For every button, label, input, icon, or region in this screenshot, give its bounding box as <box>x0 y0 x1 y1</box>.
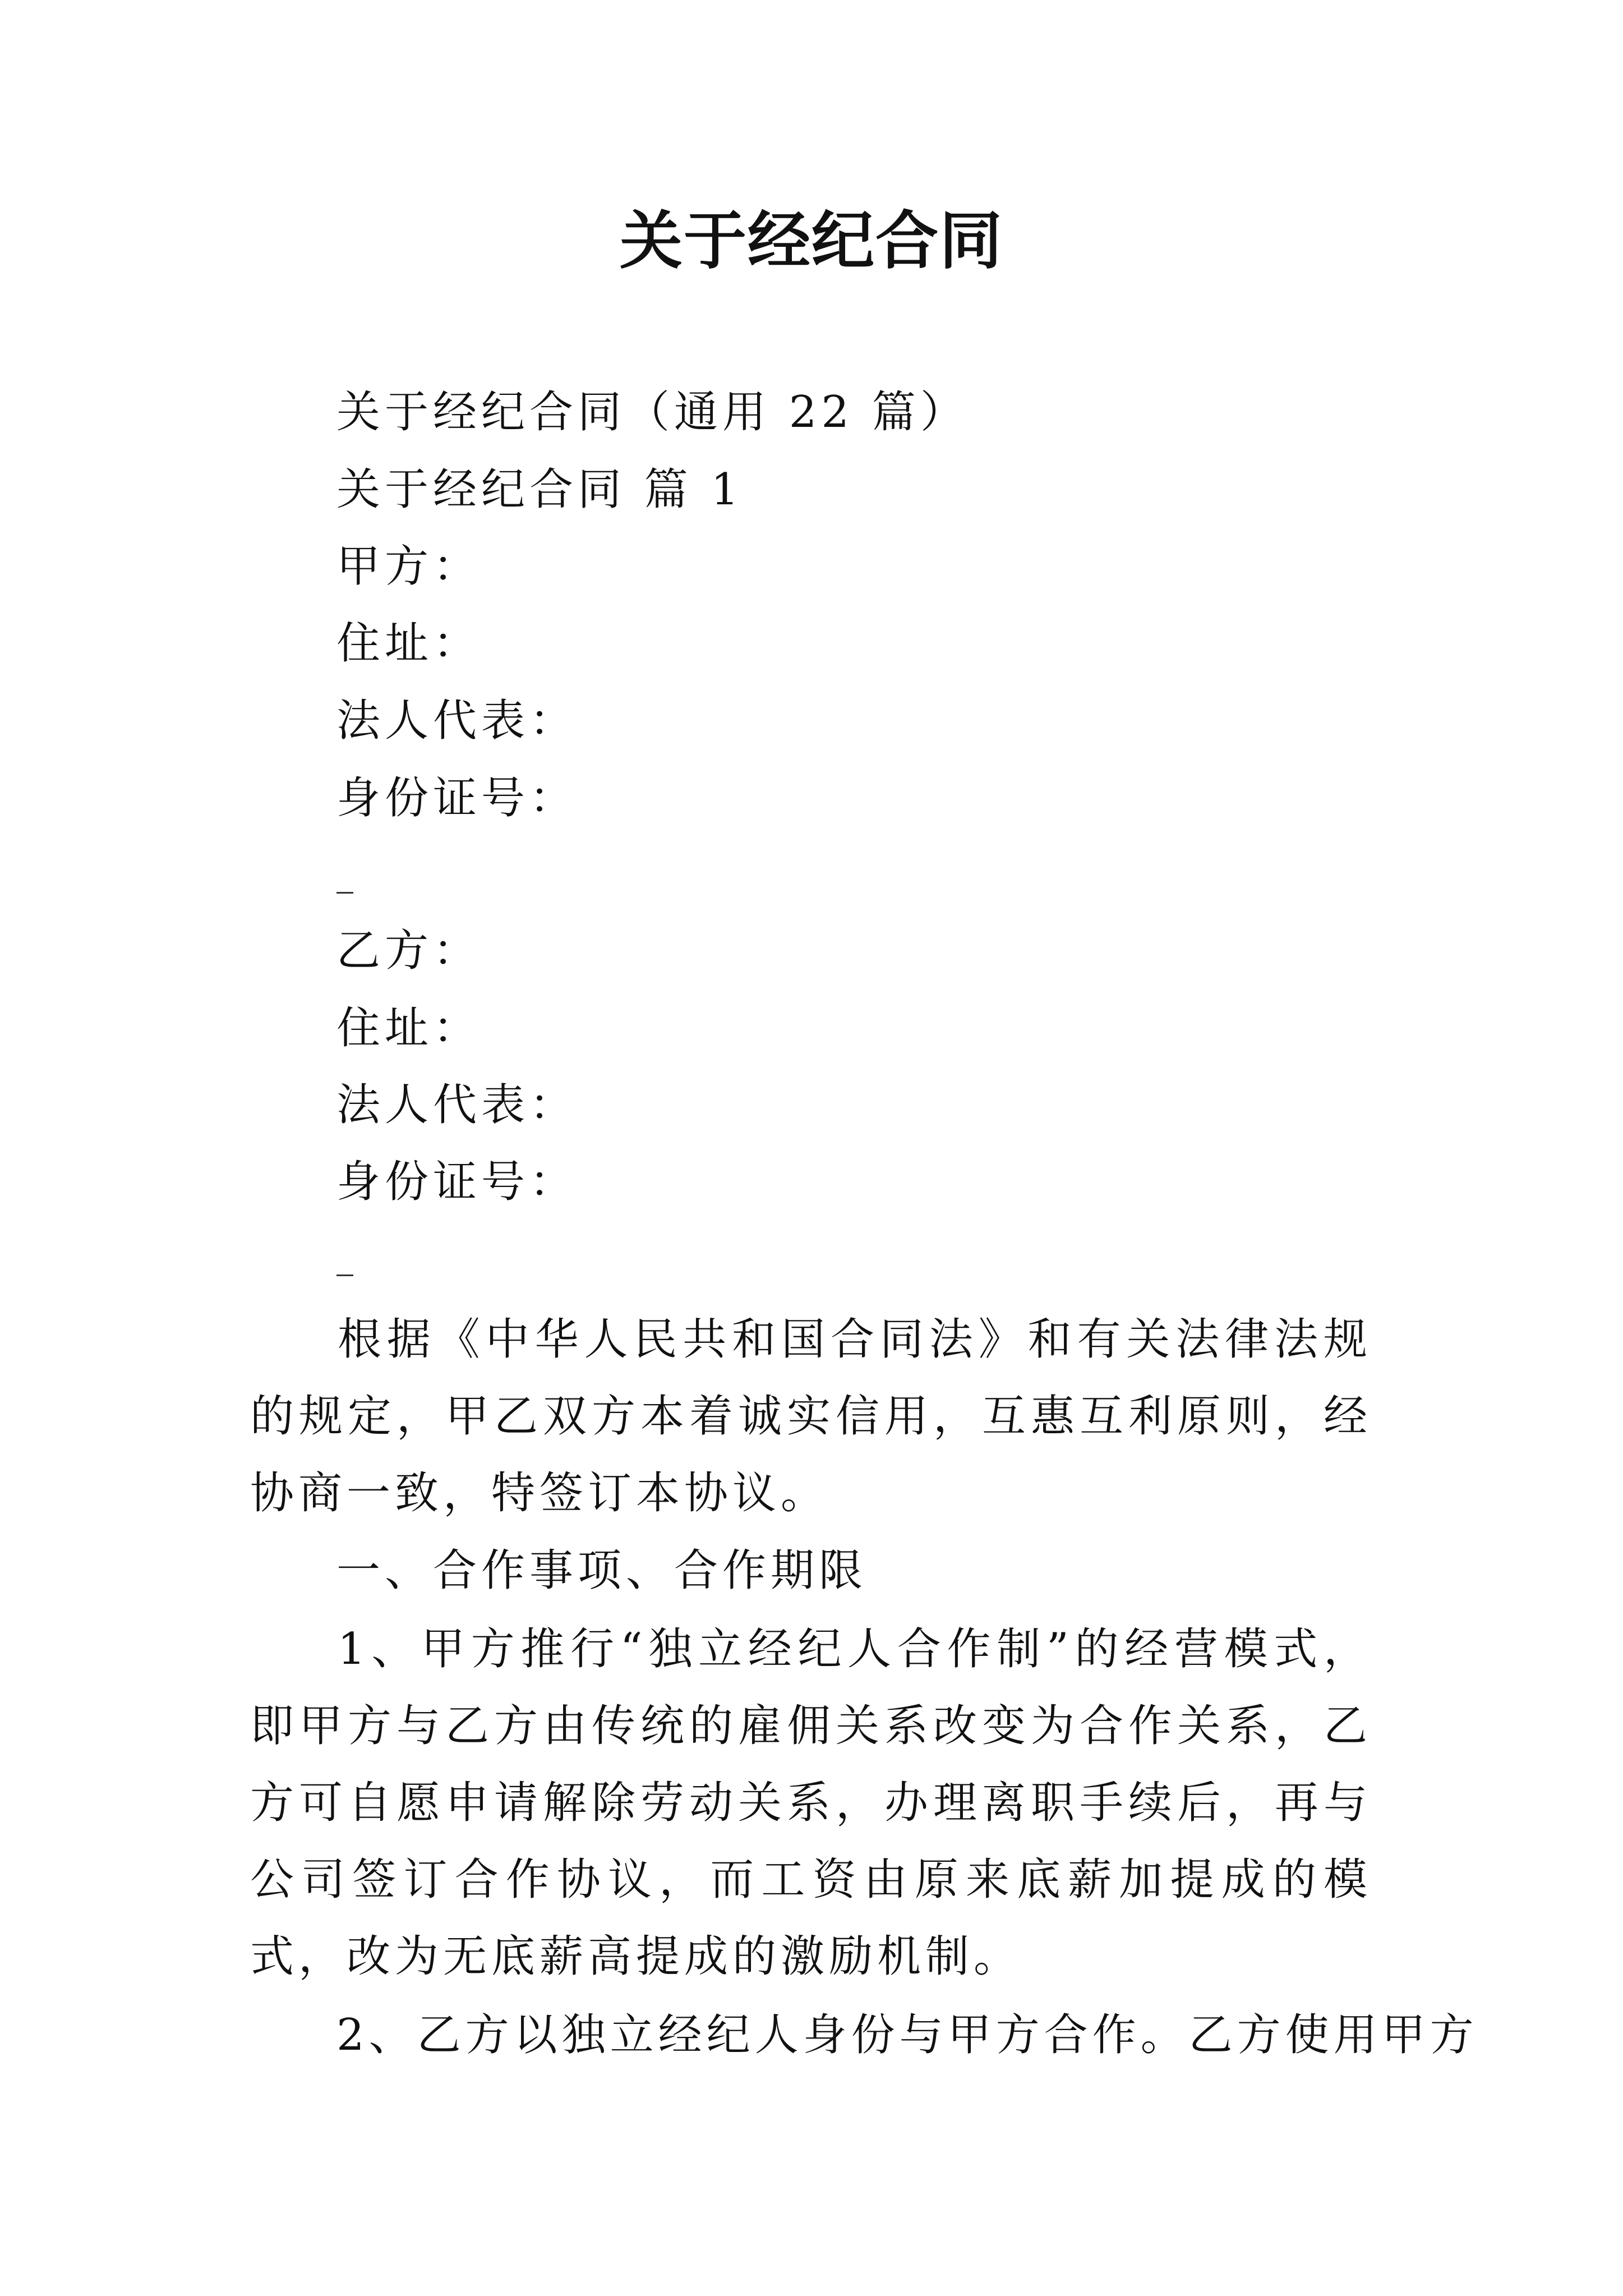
clause-paragraph: 2、乙方以独立经纪人身份与甲方合作。乙方使用甲方 <box>336 2010 1478 2060</box>
party-a-label: 甲方： <box>336 541 482 592</box>
party-b-address: 住址： <box>336 1003 482 1053</box>
party-b-label: 乙方： <box>336 926 482 976</box>
party-a-legal-rep: 法人代表： <box>336 696 578 746</box>
intro-paragraph: 根据《中华人民共和国合同法》和有关法律法规的规定，甲乙双方本着诚实信用，互惠互利原则，经协商一致，特签订本协议。 <box>250 1314 1372 1519</box>
document-subtitle: 关于经纪合同（通用 22 篇） <box>336 387 969 438</box>
section-heading: 关于经纪合同 篇 1 <box>336 464 744 515</box>
party-a-id-number: 身份证号： <box>336 773 578 823</box>
clause-heading: 一、合作事项、合作期限 <box>336 1545 868 1596</box>
party-b-id-number: 身份证号： <box>336 1157 578 1207</box>
blank-dash <box>336 1274 353 1276</box>
blank-dash <box>336 892 353 894</box>
party-a-address: 住址： <box>336 618 482 669</box>
party-b-legal-rep: 法人代表： <box>336 1080 578 1130</box>
clause-paragraph: 1、甲方推行“独立经纪人合作制”的经营模式，即甲方与乙方由传统的雇佣关系改变为合作关系，乙方可自愿申请解除劳动关系，办理离职手续后，再与公司签订合作协议，而工资由原来底薪加提成的模式，改为无底薪高提成的激励机制。 <box>250 1624 1372 1982</box>
document-title: 关于经纪合同 <box>620 205 1003 278</box>
